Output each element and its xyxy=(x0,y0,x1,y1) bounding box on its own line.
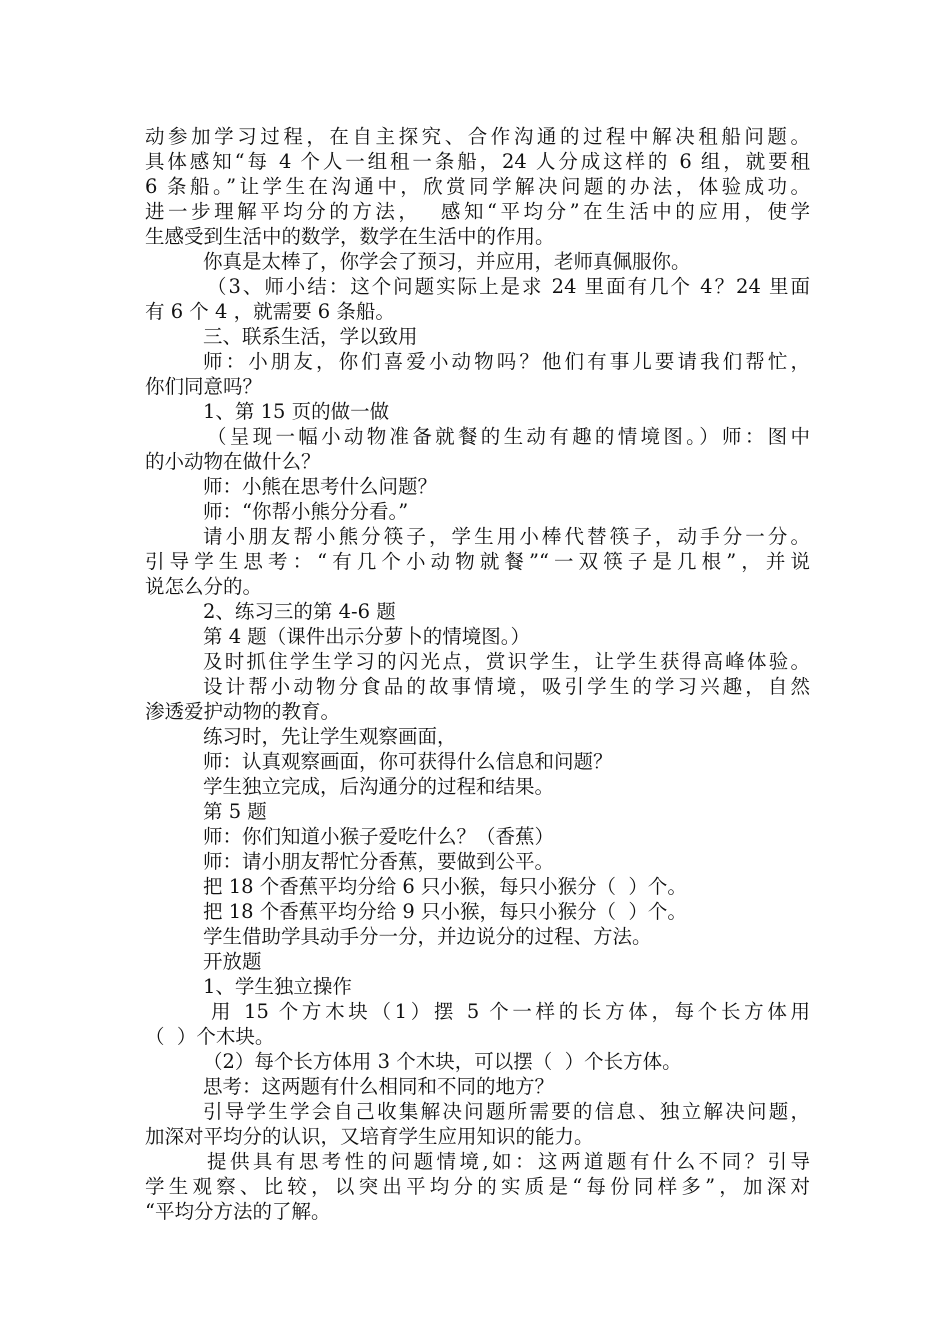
subheading: 1、学生独立操作 xyxy=(203,975,352,998)
subheading: 第 5 题 xyxy=(203,800,267,823)
text-line: 师：请小朋友帮忙分香蕉，要做到公平。 xyxy=(203,850,555,873)
exercise-line: 用 15 个方木块（1）摆 5 个一样的长方体，每个长方体用 xyxy=(211,1000,810,1023)
text-line: 学生观察、比较，以突出平均分的实质是“每份同样多”，加深对 xyxy=(145,1175,810,1198)
text-line: （3、师小结：这个问题实际上是求 24 里面有几个 4？24 里面 xyxy=(207,275,810,298)
text-line: 师：小朋友，你们喜爱小动物吗？他们有事儿要请我们帮忙， xyxy=(203,350,810,373)
text-line: 进一步理解平均分的方法， 感知“平均分”在生活中的应用，使学 xyxy=(145,200,810,223)
text-line: 的小动物在做什么？ xyxy=(145,450,321,473)
document-page xyxy=(145,124,810,1224)
subheading: 2、练习三的第 4-6 题 xyxy=(203,600,396,623)
text-line: 师：小熊在思考什么问题？ xyxy=(203,475,438,498)
text-line: 具体感知“每 4 个人一组租一条船，24 人分成这样的 6 组，就要租 xyxy=(145,150,810,173)
text-line: 请小朋友帮小熊分筷子，学生用小棒代替筷子，动手分一分。 xyxy=(203,525,810,548)
text-line: 生感受到生活中的数学，数学在生活中的作用。 xyxy=(145,225,555,248)
subheading: 1、第 15 页的做一做 xyxy=(203,400,390,423)
text-line: 动参加学习过程，在自主探究、合作沟通的过程中解决租船问题。 xyxy=(145,125,810,148)
text-line: 学生独立完成，后沟通分的过程和结果。 xyxy=(203,775,555,798)
text-line: 师：“你帮小熊分分看。” xyxy=(203,500,409,523)
text-line: 你真是太棒了，你学会了预习，并应用，老师真佩服你。 xyxy=(203,250,691,273)
text-line: 有 6 个 4 ，就需要 6 条船。 xyxy=(145,300,395,323)
text-line: 练习时，先让学生观察画面， xyxy=(203,725,457,748)
text-line: 思考：这两题有什么相同和不同的地方？ xyxy=(203,1075,555,1098)
exercise-line: （ ）个木块。 xyxy=(145,1025,275,1048)
exercise-line: 把 18 个香蕉平均分给 9 只小猴，每只小猴分（ ）个。 xyxy=(203,900,687,923)
text-line: “平均分方法的了解。 xyxy=(145,1200,331,1223)
text-line: 引导学生学会自己收集解决问题所需要的信息、独立解决问题， xyxy=(203,1100,810,1123)
exercise-line: 把 18 个香蕉平均分给 6 只小猴，每只小猴分（ ）个。 xyxy=(203,875,687,898)
text-line: 师：认真观察画面，你可获得什么信息和问题？ xyxy=(203,750,613,773)
subheading: 开放题 xyxy=(203,950,262,973)
text-line: 及时抓住学生学习的闪光点，赏识学生，让学生获得高峰体验。 xyxy=(203,650,810,673)
text-line: 学生借助学具动手分一分，并边说分的过程、方法。 xyxy=(203,925,652,948)
text-line: 提供具有思考性的问题情境,如：这两道题有什么不同？引导 xyxy=(207,1150,810,1173)
section-heading: 三、联系生活，学以致用 xyxy=(203,325,418,348)
text-line: 引导学生思考：“有几个小动物就餐”“一双筷子是几根”，并说 xyxy=(145,550,810,573)
text-line: 渗透爱护动物的教育。 xyxy=(145,700,341,723)
text-line: 第 4 题（课件出示分萝卜的情境图。） xyxy=(203,625,531,648)
text-line: 说怎么分的。 xyxy=(145,575,263,598)
text-line: 加深对平均分的认识，又培育学生应用知识的能力。 xyxy=(145,1125,594,1148)
text-line: （呈现一幅小动物准备就餐的生动有趣的情境图。）师：图中 xyxy=(207,425,810,448)
text-line: 6 条船。”让学生在沟通中，欣赏同学解决问题的办法，体验成功。 xyxy=(145,175,810,198)
text-line: 师：你们知道小猴子爱吃什么？（香蕉） xyxy=(203,825,555,848)
text-line: 你们同意吗？ xyxy=(145,375,263,398)
text-line: 设计帮小动物分食品的故事情境，吸引学生的学习兴趣，自然 xyxy=(203,675,810,698)
exercise-line: （2）每个长方体用 3 个木块，可以摆（ ）个长方体。 xyxy=(203,1050,682,1073)
